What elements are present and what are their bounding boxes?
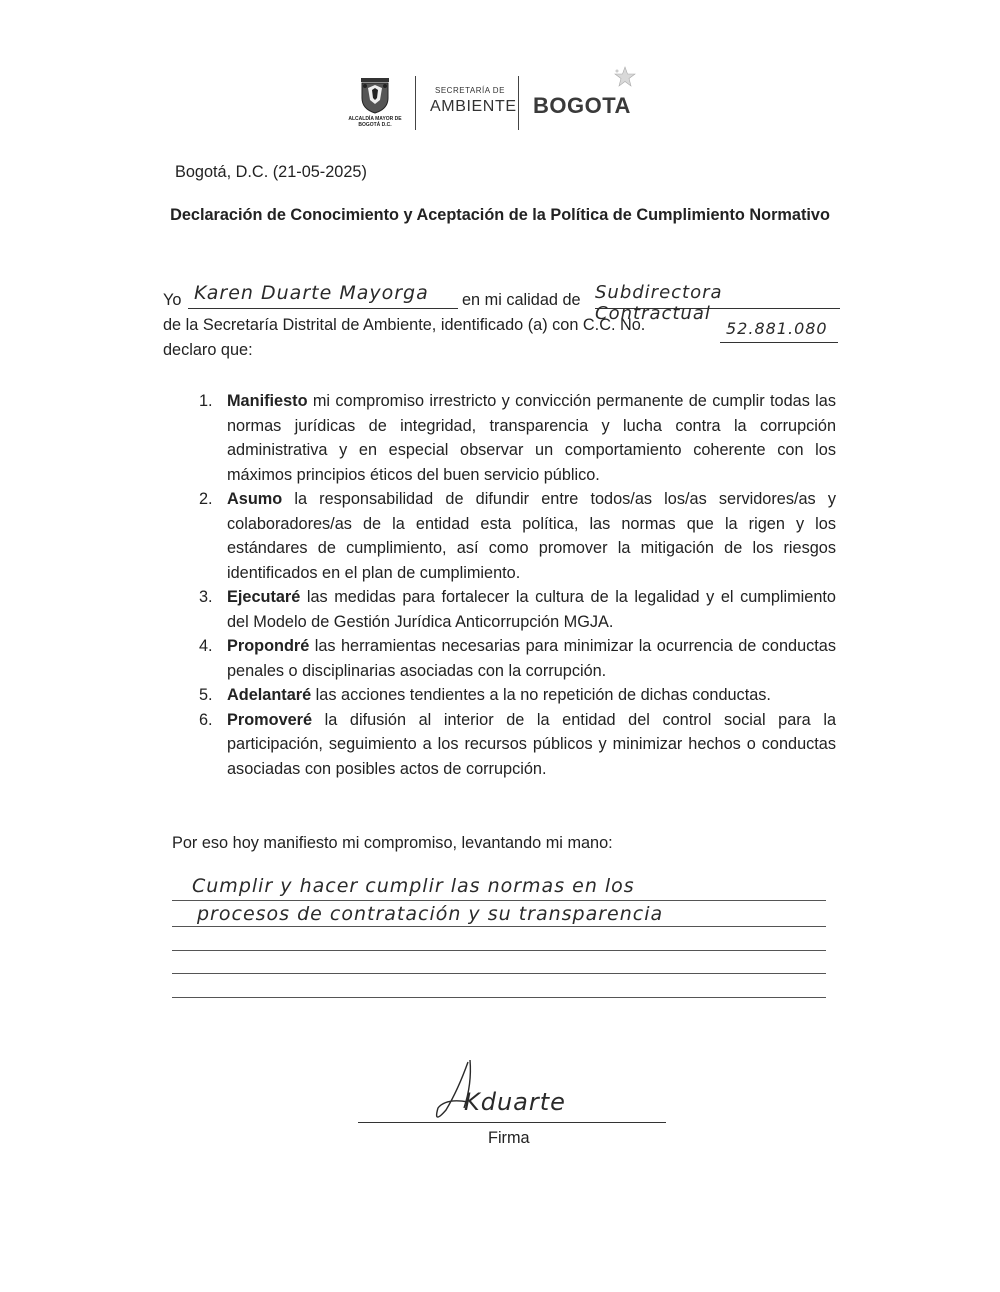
header-logos [340,66,660,136]
list-item-number: 6. [199,710,213,729]
list-item-text: las herramientas necesarias para minimizar la ocurrencia de conductas penales o disciplinarias asociadas con la corrupción. [227,637,836,680]
divider [415,76,416,130]
list-item-number: 4. [199,637,213,655]
list-item-number: 1. [199,392,213,410]
document-title: Declaración de Conocimiento y Aceptación de la Política de Cumplimiento Normativo [170,206,830,224]
secretaria-de-label: SECRETARÍA DE [435,86,505,95]
list-item [168,487,836,585]
en-mi-calidad-label: en mi calidad de [462,291,581,309]
list-item [168,634,836,683]
list-item [168,683,836,708]
commitment-line-2: procesos de contratación y su transparencia [197,903,664,925]
ruled-line [172,997,826,998]
ruled-line [172,926,826,927]
list-item-verb: Promoveré [227,710,313,729]
declaration-yo: Yo [163,291,182,309]
name-field [188,282,458,309]
list-item-verb: Propondré [227,637,310,655]
list-item-verb: Manifiesto [227,392,308,410]
signature-handwritten: Kduarte [464,1088,566,1116]
ruled-line [172,900,826,901]
list-item-text: la difusión al interior de la entidad del control social para la participación, seguimiento a los recursos públicos y minimizar hechos o conductas asociadas con posibles actos de corrupción. [227,710,836,778]
cc-handwritten: 52.881.080 [726,319,828,338]
list-item-number: 2. [199,490,213,508]
signature-label: Firma [488,1129,530,1147]
bogota-logo: BOGOTA [533,93,631,118]
list-item [168,585,836,634]
list-item-verb: Adelantaré [227,686,312,704]
list-item-text: mi compromiso irrestricto y convicción permanente de cumplir todas las normas jurídicas de integridad, transparencia y lucha contra la corrupción administrativa y en especial observar un comportamiento coherente con los máximos principios éticos del buen servicio público. [227,392,836,484]
ambiente-label: AMBIENTE [430,98,517,115]
alcaldia-caption: ALCALDÍA MAYOR DE BOGOTÁ D.C. [348,116,402,128]
role-field [595,282,840,324]
list-item-text: las acciones tendientes a la no repetición de dichas conductas. [311,686,771,704]
ruled-line [172,973,826,974]
list-item-text: las medidas para fortalecer la cultura de la legalidad y el cumplimiento del Modelo de Gestión Jurídica Anticorrupción MGJA. [227,588,836,631]
declaration-line-2: de la Secretaría Distrital de Ambiente, identificado (a) con C.C. No. [163,316,646,334]
list-item [168,389,836,487]
list-item-number: 3. [199,588,213,606]
commitment-list [168,389,836,781]
coat-of-arms-icon [358,76,392,114]
commitment-field [172,872,826,1002]
role-handwritten: Subdirectora Contractual [595,282,723,324]
divider [518,76,519,130]
list-item-text: la responsabilidad de difundir entre todos/as los/as servidores/as y colaboradores/as de la entidad esta política, las normas que la rigen y los estándares de cumplimiento, así como promover la mitigación de los riesgos identificados en el plan de cumplimiento. [227,490,836,582]
list-item-number: 5. [199,686,213,704]
name-handwritten: Karen Duarte Mayorga [194,282,429,304]
signature-line [358,1122,666,1123]
declaration-line-3: declaro que: [163,341,253,359]
list-item-verb: Ejecutaré [227,588,301,606]
commitment-line-1: Cumplir y hacer cumplir las normas en los [192,875,635,897]
list-item-verb: Asumo [227,490,283,508]
star-icon [612,66,638,88]
commitment-intro: Por eso hoy manifiesto mi compromiso, levantando mi mano: [172,834,613,852]
ruled-line [172,950,826,951]
date-line: Bogotá, D.C. (21-05-2025) [175,163,367,181]
cc-field [720,318,838,343]
list-item [168,708,836,782]
signature-block [358,1050,668,1150]
